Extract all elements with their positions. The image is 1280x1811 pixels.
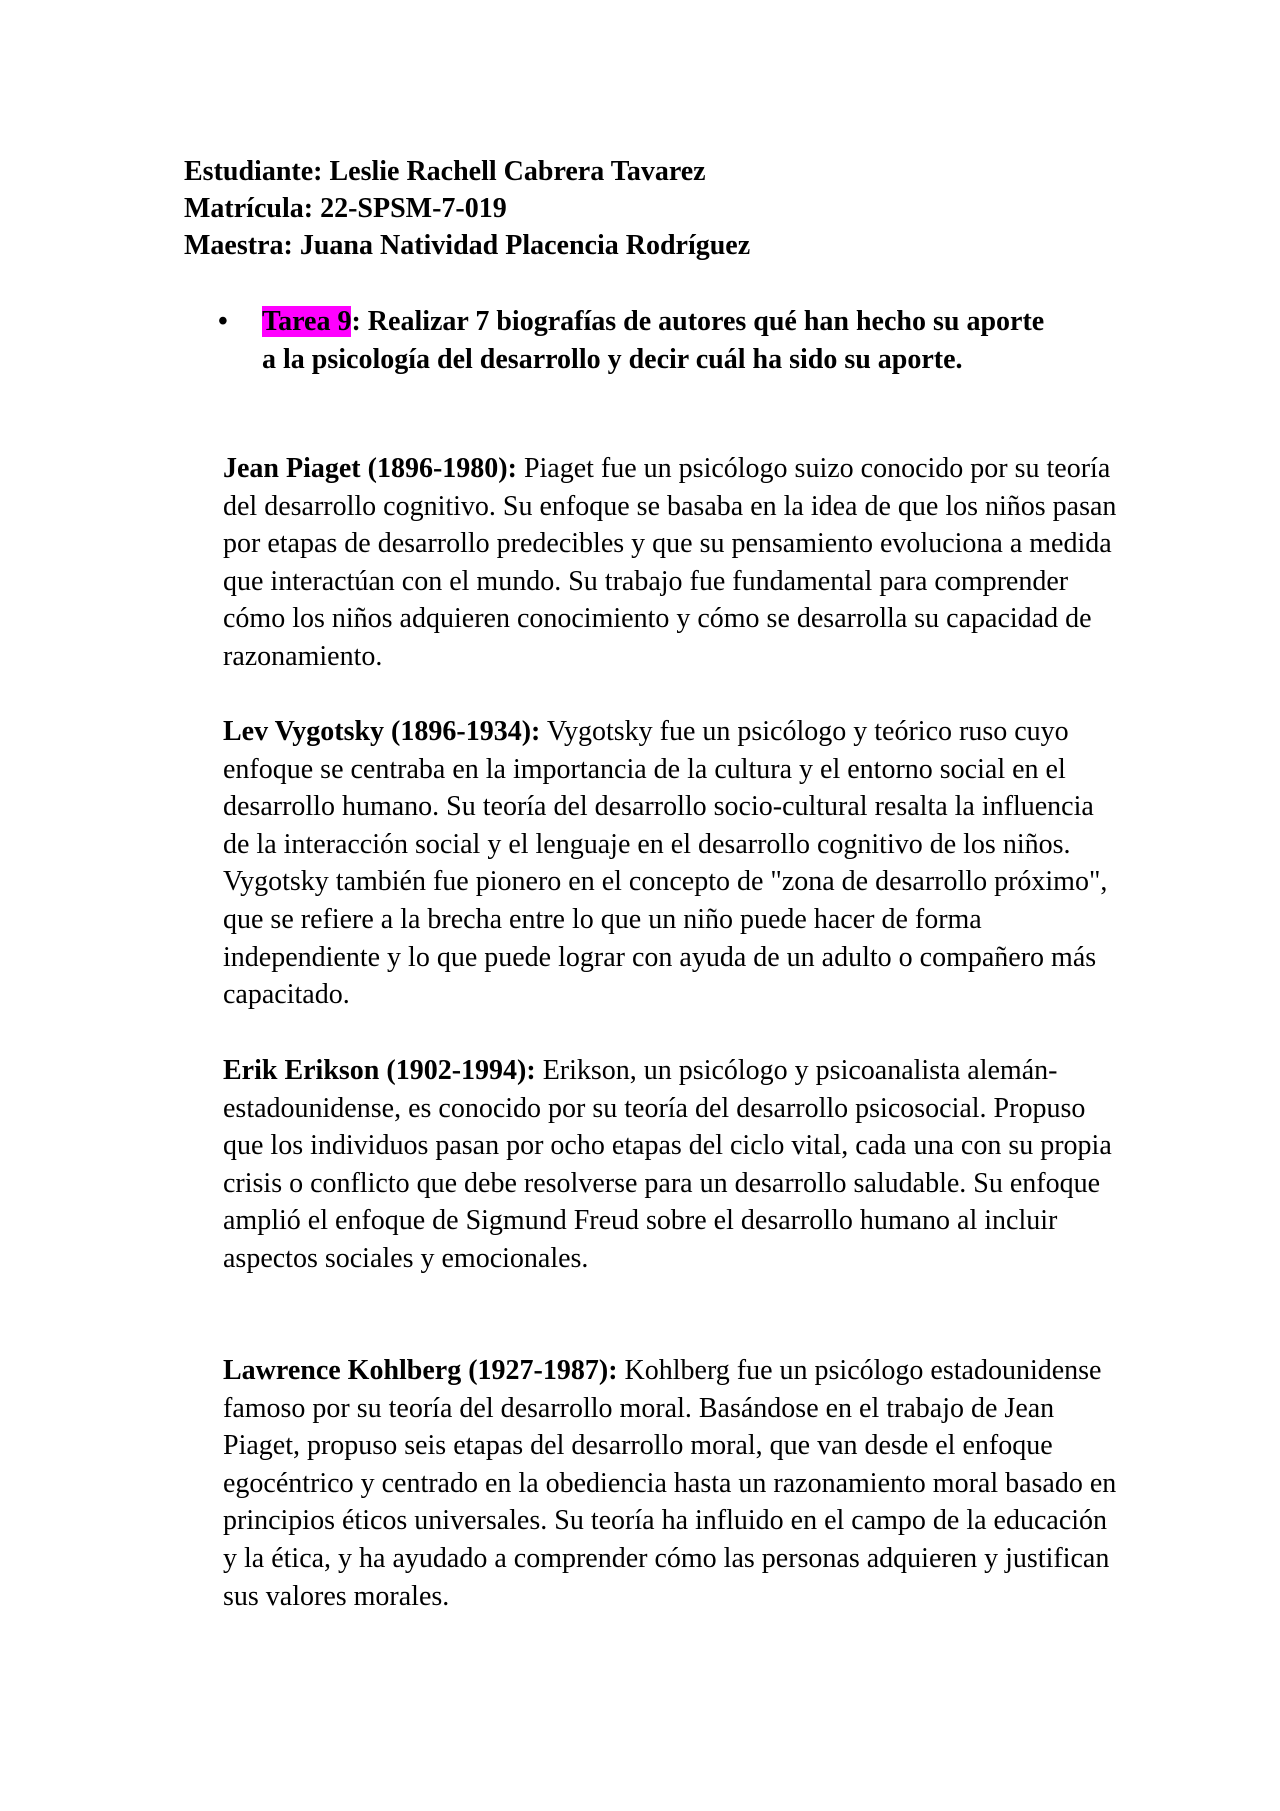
- author-name: Lawrence Kohlberg (1927-1987):: [223, 1355, 618, 1386]
- biography-erikson: [223, 1052, 1123, 1278]
- task-text: [262, 303, 1062, 379]
- author-name: Jean Piaget (1896-1980):: [223, 453, 517, 484]
- biography-kohlberg: [223, 1352, 1123, 1615]
- document-header: [184, 153, 1184, 264]
- biography-vygotsky: [223, 713, 1123, 1014]
- student-id: Matrícula: 22-SPSM-7-019: [184, 193, 507, 224]
- author-bio: Erikson, un psicólogo y psicoanalista alemán-estadounidense, es conocido por su teoría del desarrollo psicosocial. Propuso que los individuos pasan por ocho etapas del ciclo vital, cada una con su propia crisis o conflicto que debe resolverse para un desarrollo saludable. Su enfoque amplió el enfoque de Sigmund Freud sobre el desarrollo humano al incluir aspectos sociales y emocionales.: [223, 1055, 1112, 1274]
- author-name: Lev Vygotsky (1896-1934):: [223, 716, 541, 747]
- biography-piaget: [223, 450, 1123, 676]
- bullet-icon: •: [218, 306, 228, 337]
- task-label-highlight: Tarea 9: [262, 306, 352, 337]
- task-description: : Realizar 7 biografías de autores qué han hecho su aporte a la psicología del desarrollo y decir cuál ha sido su aporte.: [262, 306, 1045, 375]
- author-name: Erik Erikson (1902-1994):: [223, 1055, 536, 1086]
- teacher-name: Maestra: Juana Natividad Placencia Rodríguez: [184, 230, 751, 261]
- author-bio: Piaget fue un psicólogo suizo conocido por su teoría del desarrollo cognitivo. Su enfoque se basaba en la idea de que los niños pasan por etapas de desarrollo predecibles y que su pensamiento evoluciona a medida que interactúan con el mundo. Su trabajo fue fundamental para comprender cómo los niños adquieren conocimiento y cómo se desarrolla su capacidad de razonamiento.: [223, 453, 1117, 672]
- author-bio: Kohlberg fue un psicólogo estadounidense famoso por su teoría del desarrollo moral. Basándose en el trabajo de Jean Piaget, propuso seis etapas del desarrollo moral, que van desde el enfoque egocéntrico y centrado en la obediencia hasta un razonamiento moral basado en principios éticos universales. Su teoría ha influido en el campo de la educación y la ética, y ha ayudado a comprender cómo las personas adquieren y justifican sus valores morales.: [223, 1355, 1117, 1612]
- student-name: Estudiante: Leslie Rachell Cabrera Tavarez: [184, 156, 706, 187]
- author-bio: Vygotsky fue un psicólogo y teórico ruso cuyo enfoque se centraba en la importancia de la cultura y el entorno social en el desarrollo humano. Su teoría del desarrollo socio-cultural resalta la influencia de la interacción social y el lenguaje en el desarrollo cognitivo de los niños. Vygotsky también fue pionero en el concepto de "zona de desarrollo próximo", que se refiere a la brecha entre lo que un niño puede hacer de forma independiente y lo que puede lograr con ayuda de un adulto o compañero más capacitado.: [223, 716, 1108, 1011]
